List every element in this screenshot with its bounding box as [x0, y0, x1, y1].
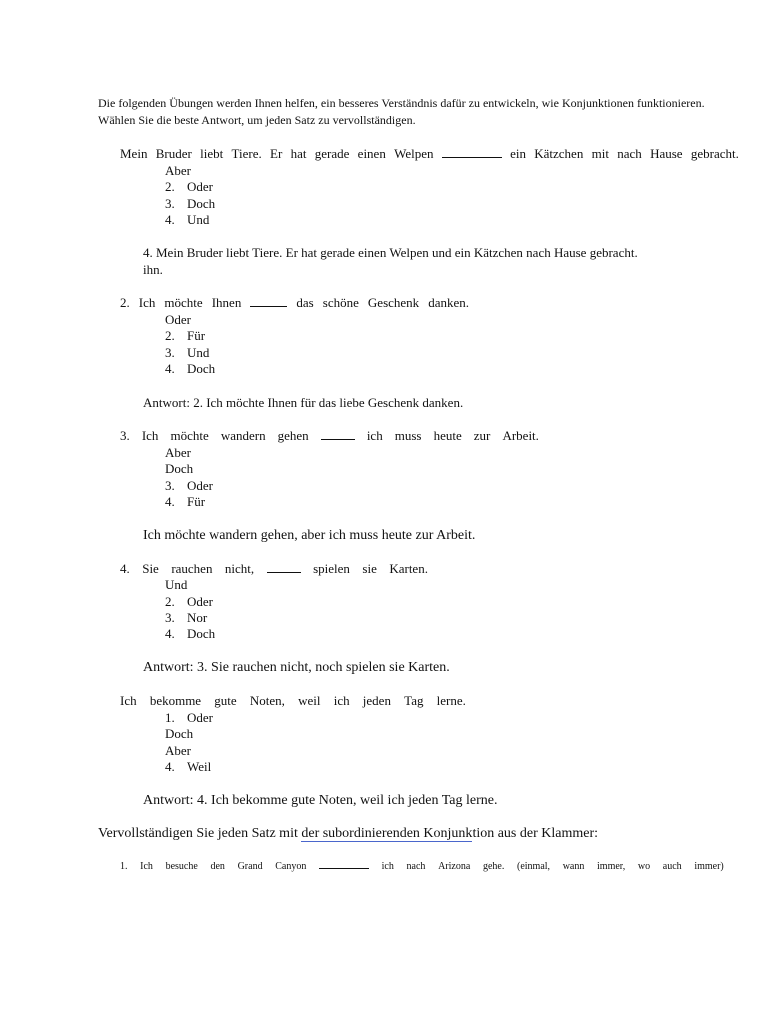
q5-word: Tag	[404, 693, 424, 708]
q5-word: lerne.	[436, 693, 466, 708]
s1-word: wo	[637, 861, 651, 872]
q1-option	[165, 179, 213, 195]
q3-word: muss	[394, 428, 422, 443]
option-number: 4.	[165, 361, 175, 376]
option-text: Oder	[187, 179, 213, 194]
option-text: Für	[187, 328, 206, 343]
option-number: 4.	[165, 494, 175, 509]
answer-blank	[267, 561, 301, 573]
option-number: 3.	[165, 196, 175, 211]
q2-option	[165, 345, 209, 361]
s1-word: 1.	[120, 861, 128, 872]
answer-blank	[321, 428, 355, 440]
option-number: 2.	[165, 179, 175, 194]
option-number: 4.	[165, 212, 175, 227]
s1-word: Arizona	[438, 861, 471, 872]
q3-word: Arbeit.	[502, 428, 539, 443]
option-text: Und	[165, 577, 188, 592]
option-text: Aber	[165, 163, 191, 178]
s1-word: Canyon	[275, 861, 307, 872]
q4-word: spielen	[313, 561, 350, 576]
q4-option	[165, 594, 213, 610]
q5-word: Ich	[120, 693, 137, 708]
q2-word: 2.	[120, 295, 130, 310]
question-4	[120, 561, 428, 577]
q1-option	[165, 212, 209, 228]
s1-word: nach	[406, 861, 426, 872]
q5-answer: Antwort: 4. Ich bekomme gute Noten, weil ich jeden Tag lerne.	[143, 793, 498, 808]
q3-word: wandern	[220, 428, 266, 443]
q1-word: ein	[510, 146, 526, 161]
q3-word: möchte	[170, 428, 209, 443]
option-text: Oder	[187, 594, 213, 609]
s1-word: Grand	[237, 861, 263, 872]
q4-option	[165, 577, 187, 593]
q3-word: 3.	[120, 428, 130, 443]
intro-line-1: Die folgenden Übungen werden Ihnen helfen, ein besseres Verständnis dafür zu entwickeln, wie Konjunktionen funktionieren.	[98, 96, 705, 110]
q3-word: heute	[433, 428, 462, 443]
option-text: Doch	[165, 726, 194, 741]
q3-word: ich	[366, 428, 383, 443]
q2-word: Ich	[138, 295, 156, 310]
q5-word: weil	[298, 693, 321, 708]
q1-word: Er	[270, 146, 283, 161]
option-number: 4.	[165, 759, 175, 774]
q2-answer: Antwort: 2. Ich möchte Ihnen für das liebe Geschenk danken.	[143, 395, 464, 410]
s1-word: wann	[562, 861, 585, 872]
instruction-text: Vervollständigen Sie jeden Satz mit	[98, 826, 302, 841]
q3-option	[165, 445, 191, 461]
option-text: Und	[187, 345, 210, 360]
option-text: Oder	[165, 312, 191, 327]
q3-option	[165, 494, 205, 510]
q5-option	[165, 759, 211, 775]
q3-option	[165, 478, 213, 494]
q4-word: nicht,	[224, 561, 255, 576]
subordinating-conjunction-link[interactable]: der subordinierenden Konjunk	[301, 826, 473, 841]
option-text: Doch	[187, 361, 216, 376]
s1-word: immer)	[694, 861, 724, 872]
section-2-instruction	[98, 826, 598, 842]
q1-word: Mein	[120, 146, 148, 161]
option-text: Oder	[187, 710, 213, 725]
q1-word: einen	[357, 146, 386, 161]
q4-word: sie	[362, 561, 377, 576]
q5-word: jeden	[362, 693, 391, 708]
answer-blank	[319, 859, 369, 869]
q2-word: möchte	[164, 295, 203, 310]
option-text: Doch	[187, 196, 216, 211]
q2-option	[165, 312, 191, 328]
q5-option	[165, 726, 193, 742]
q4-word: 4.	[120, 561, 130, 576]
s1-word: ich	[381, 861, 394, 872]
q4-option	[165, 610, 207, 626]
option-text: Oder	[187, 478, 213, 493]
q4-word: Karten.	[389, 561, 428, 576]
option-text: Nor	[187, 610, 208, 625]
option-text: Aber	[165, 743, 191, 758]
s1-word: den	[210, 861, 225, 872]
question-2	[120, 295, 469, 311]
q2-word: Ihnen	[211, 295, 242, 310]
option-number: 2.	[165, 328, 175, 343]
option-number: 1.	[165, 710, 175, 725]
instruction-text: tion aus der Klammer:	[472, 826, 599, 841]
q5-option	[165, 743, 191, 759]
q3-option	[165, 461, 193, 477]
option-number: 4.	[165, 626, 175, 641]
s1-word: immer,	[597, 861, 626, 872]
q2-option	[165, 328, 205, 344]
q4-word: rauchen	[171, 561, 213, 576]
q1-word: nach	[617, 146, 642, 161]
q1-word: mit	[591, 146, 609, 161]
q1-word: Bruder	[155, 146, 192, 161]
q4-word: Sie	[142, 561, 159, 576]
q1-word: Welpen	[394, 146, 434, 161]
s1-word: gehe.	[482, 861, 505, 872]
option-text: Doch	[165, 461, 194, 476]
question-1	[120, 146, 739, 162]
s1-word: besuche	[165, 861, 198, 872]
q4-option	[165, 626, 215, 642]
q1-answer-continued: ihn.	[143, 262, 163, 277]
q1-answer: 4. Mein Bruder liebt Tiere. Er hat gerade einen Welpen und ein Kätzchen nach Hause gebracht.	[143, 245, 638, 260]
q5-word: bekomme	[149, 693, 202, 708]
q5-word: gute	[214, 693, 237, 708]
option-number: 2.	[165, 594, 175, 609]
answer-blank	[250, 295, 287, 307]
option-number: 3.	[165, 478, 175, 493]
option-number: 3.	[165, 610, 175, 625]
q1-word: Tiere.	[231, 146, 262, 161]
q5-option	[165, 710, 213, 726]
answer-blank	[442, 146, 502, 158]
q5-word: ich	[333, 693, 350, 708]
q1-word: Kätzchen	[534, 146, 584, 161]
q1-word: gerade	[314, 146, 350, 161]
s1-word: Ich	[140, 861, 153, 872]
option-text: Weil	[187, 759, 212, 774]
q2-word: schöne	[322, 295, 359, 310]
q1-word: Hause	[650, 146, 683, 161]
q5-word: Noten,	[249, 693, 285, 708]
question-3	[120, 428, 539, 444]
q1-option	[165, 163, 191, 179]
q1-option	[165, 196, 215, 212]
q3-answer: Ich möchte wandern gehen, aber ich muss heute zur Arbeit.	[143, 528, 476, 543]
option-text: Aber	[165, 445, 191, 460]
q2-option	[165, 361, 215, 377]
q2-word: danken.	[428, 295, 469, 310]
option-text: Doch	[187, 626, 216, 641]
sentence-1	[120, 859, 724, 875]
q1-word: hat	[290, 146, 307, 161]
option-text: Für	[187, 494, 206, 509]
question-5	[120, 693, 466, 709]
q4-answer: Antwort: 3. Sie rauchen nicht, noch spielen sie Karten.	[143, 660, 450, 675]
s1-word: auch	[662, 861, 682, 872]
q1-word: gebracht.	[690, 146, 739, 161]
q3-word: gehen	[277, 428, 309, 443]
q2-word: das	[296, 295, 314, 310]
q3-word: zur	[473, 428, 491, 443]
q1-word: liebt	[200, 146, 224, 161]
q2-word: Geschenk	[367, 295, 420, 310]
q3-word: Ich	[141, 428, 159, 443]
option-text: Und	[187, 212, 210, 227]
option-number: 3.	[165, 345, 175, 360]
intro-line-2: Wählen Sie die beste Antwort, um jeden Satz zu vervollständigen.	[98, 113, 416, 127]
s1-word: (einmal,	[517, 861, 551, 872]
